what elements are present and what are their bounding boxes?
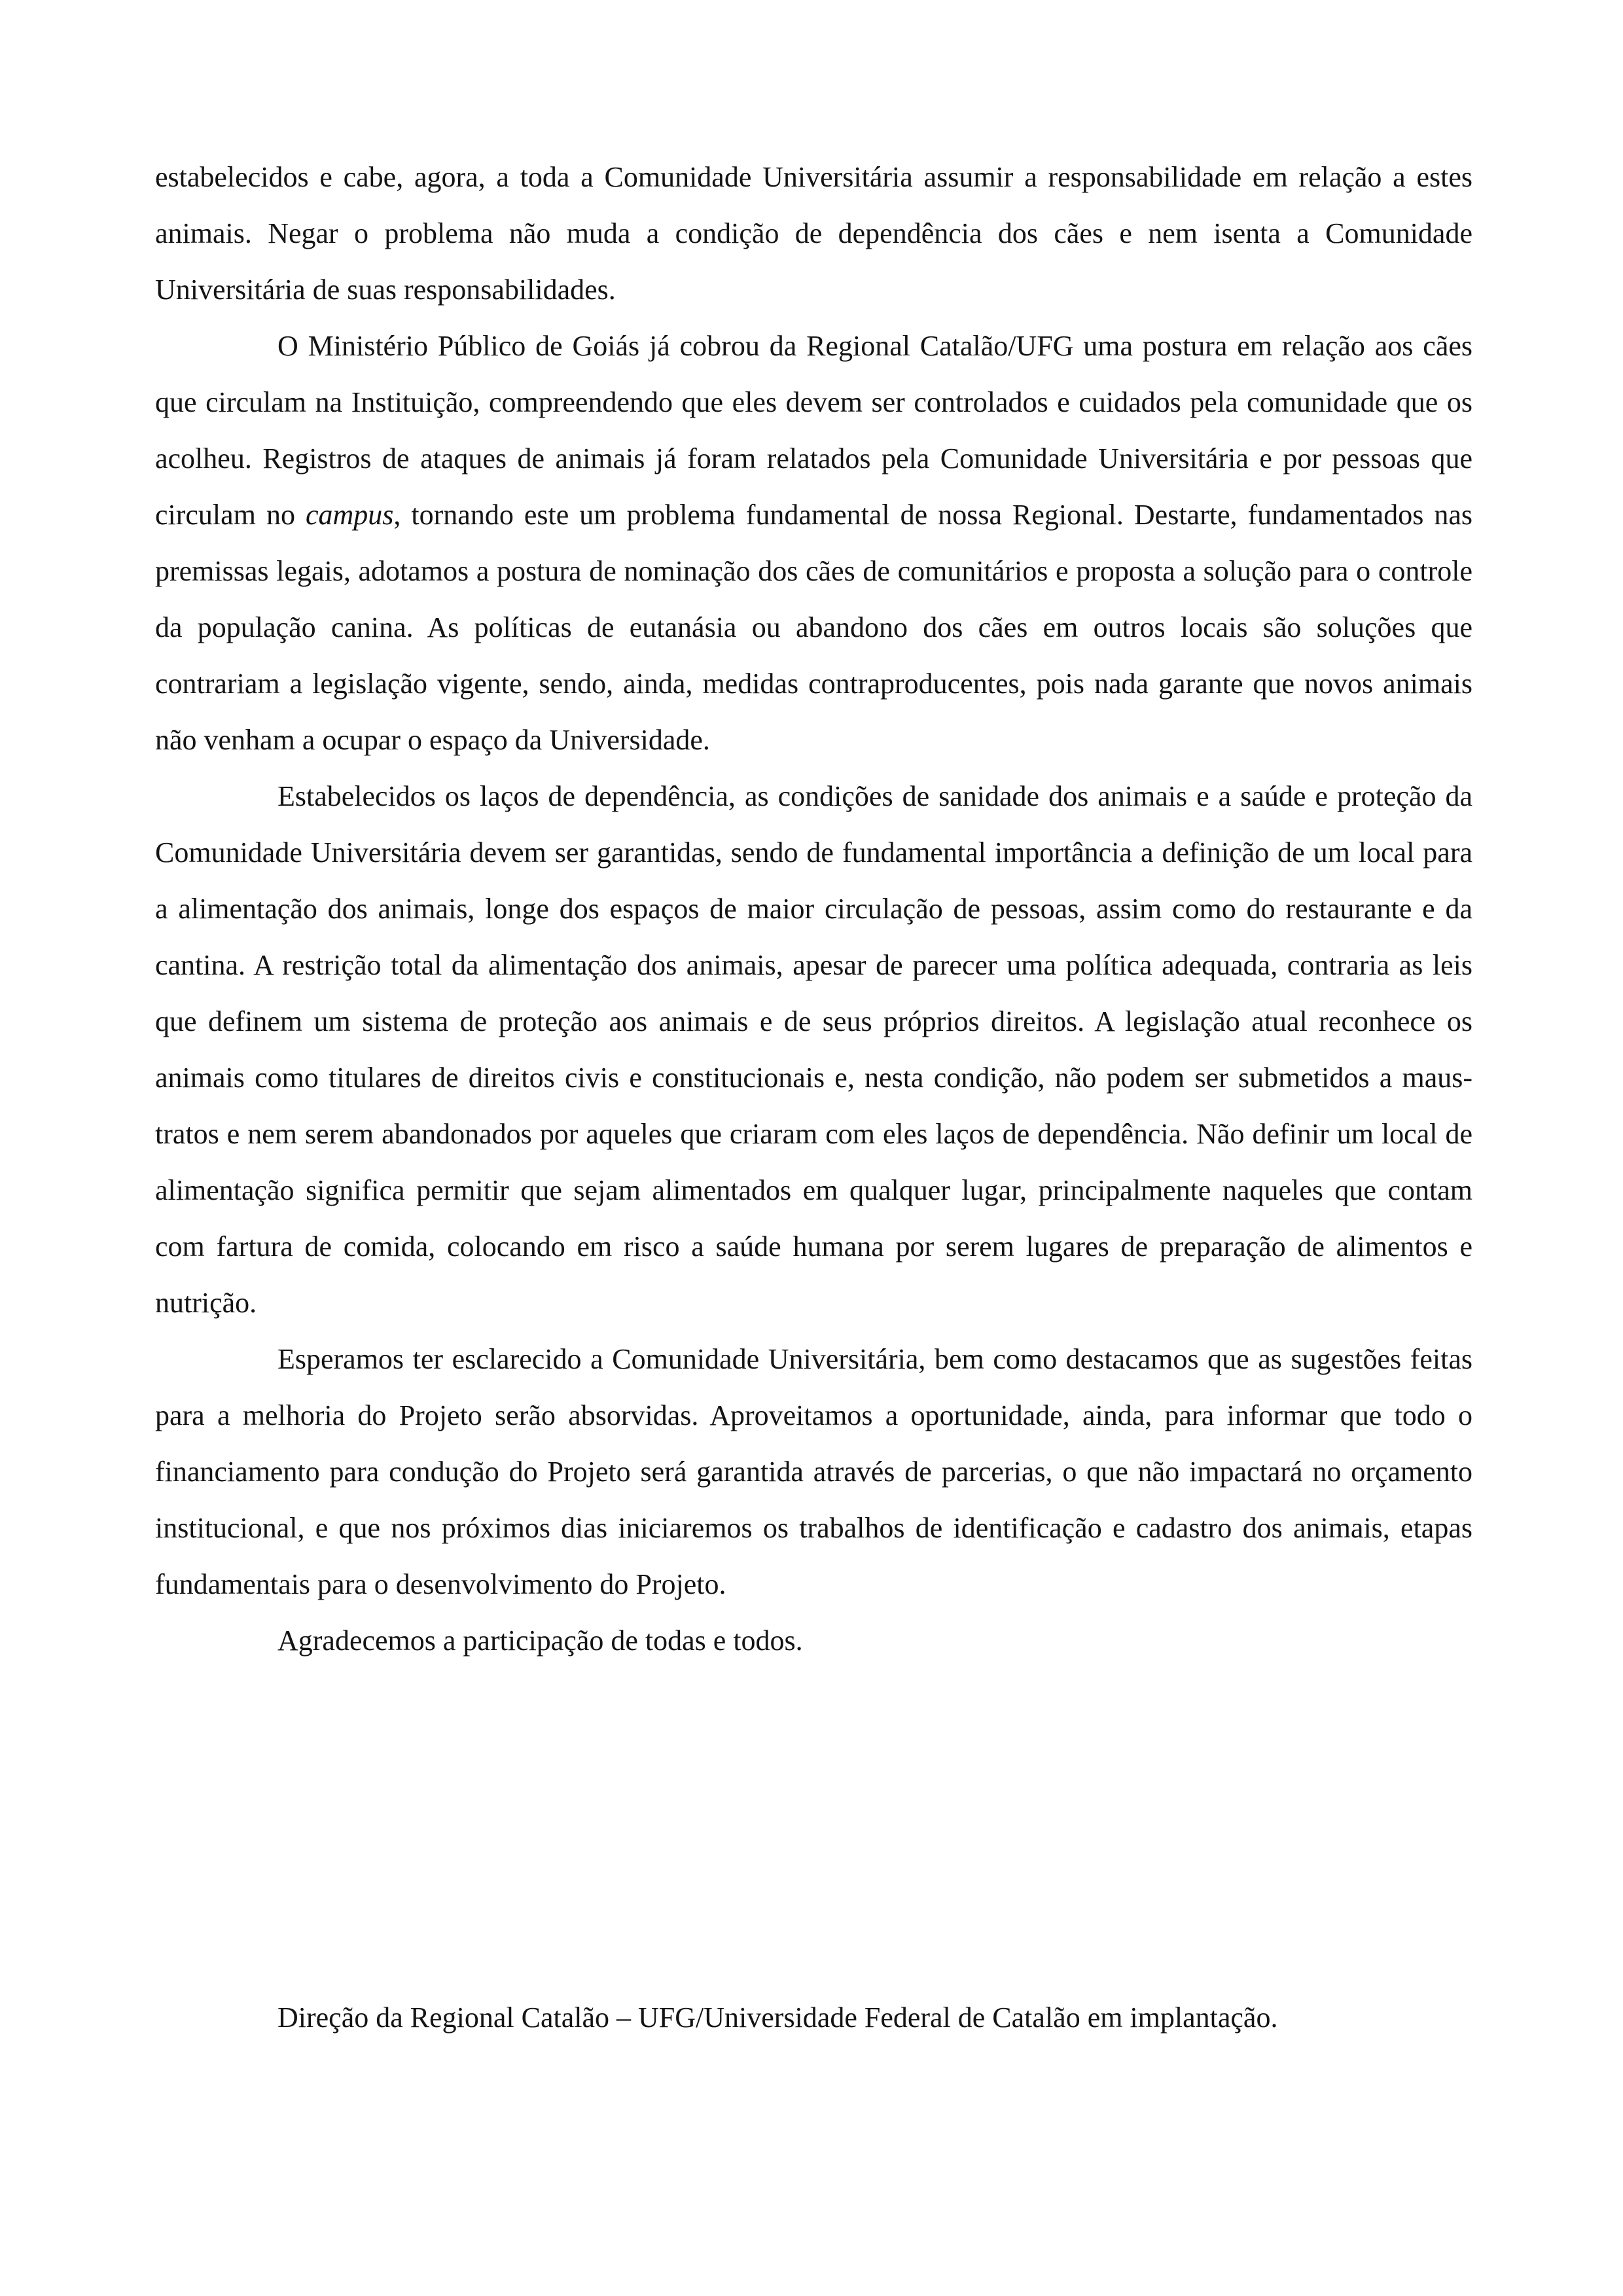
paragraph-text: Esperamos ter esclarecido a Comunidade Universitária, bem como destacamos que as sugestões feitas para a melhoria do Projeto serão absorvidas. Aproveitamos a oportunidade, ainda, para informar que todo o financiamento para condução do Projeto será garantida através de parcerias, o que não impactará no orçamento institucional, e que nos próximos dias iniciaremos os trabalhos de identificação e cadastro dos animais, etapas fundamentais para o desenvolvimento do Projeto.	[155, 1343, 1472, 1600]
paragraph-text: estabelecidos e cabe, agora, a toda a Comunidade Universitária assumir a responsabilidade em relação a estes animais. Negar o problema não muda a condição de dependência dos cães e nem isenta a Comunidade Universitária de suas responsabilidades.	[155, 161, 1472, 306]
paragraph-text: Agradecemos a participação de todas e todos.	[277, 1624, 803, 1657]
signature-line: Direção da Regional Catalão – UFG/Universidade Federal de Catalão em implantação.	[277, 2001, 1278, 2034]
paragraph-text: Estabelecidos os laços de dependência, as condições de sanidade dos animais e a saúde e proteção da Comunidade Universitária devem ser garantidas, sendo de fundamental importância a definição de um local para a alimentação dos animais, longe dos espaços de maior circulação de pessoas, assim como do restaurante e da cantina. A restrição total da alimentação dos animais, apesar de parecer uma política adequada, contraria as leis que definem um sistema de proteção aos animais e de seus próprios direitos. A legislação atual reconhece os animais como titulares de direitos civis e constitucionais e, nesta condição, não podem ser submetidos a maus-tratos e nem serem abandonados por aqueles que criaram com eles laços de dependência. Não definir um local de alimentação significa permitir que sejam alimentados em qualquer lugar, principalmente naqueles que contam com fartura de comida, colocando em risco a saúde humana por serem lugares de preparação de alimentos e nutrição.	[155, 780, 1472, 1319]
paragraph	[155, 1331, 1472, 1613]
paragraph-text: O Ministério Público de Goiás já cobrou da Regional Catalão/UFG uma postura em relação aos cães que circulam na Instituição, compreendendo que eles devem ser controlados e cuidados pela comunidade que os acolheu. Registros de ataques de animais já foram relatados pela Comunidade Universitária e por pessoas que circulam no	[155, 330, 1472, 531]
paragraph	[155, 149, 1472, 318]
document-body	[155, 149, 1472, 1669]
paragraph-text: , tornando este um problema fundamental de nossa Regional. Destarte, fundamentados nas premissas legais, adotamos a postura de nominação dos cães de comunitários e proposta a solução para o controle da população canina. As políticas de eutanásia ou abandono dos cães em outros locais são soluções que contrariam a legislação vigente, sendo, ainda, medidas contraproducentes, pois nada garante que novos animais não venham a ocupar o espaço da Universidade.	[155, 499, 1472, 756]
italic-term: campus	[305, 499, 394, 531]
paragraph	[155, 1613, 1472, 1669]
paragraph	[155, 768, 1472, 1331]
paragraph	[155, 318, 1472, 768]
